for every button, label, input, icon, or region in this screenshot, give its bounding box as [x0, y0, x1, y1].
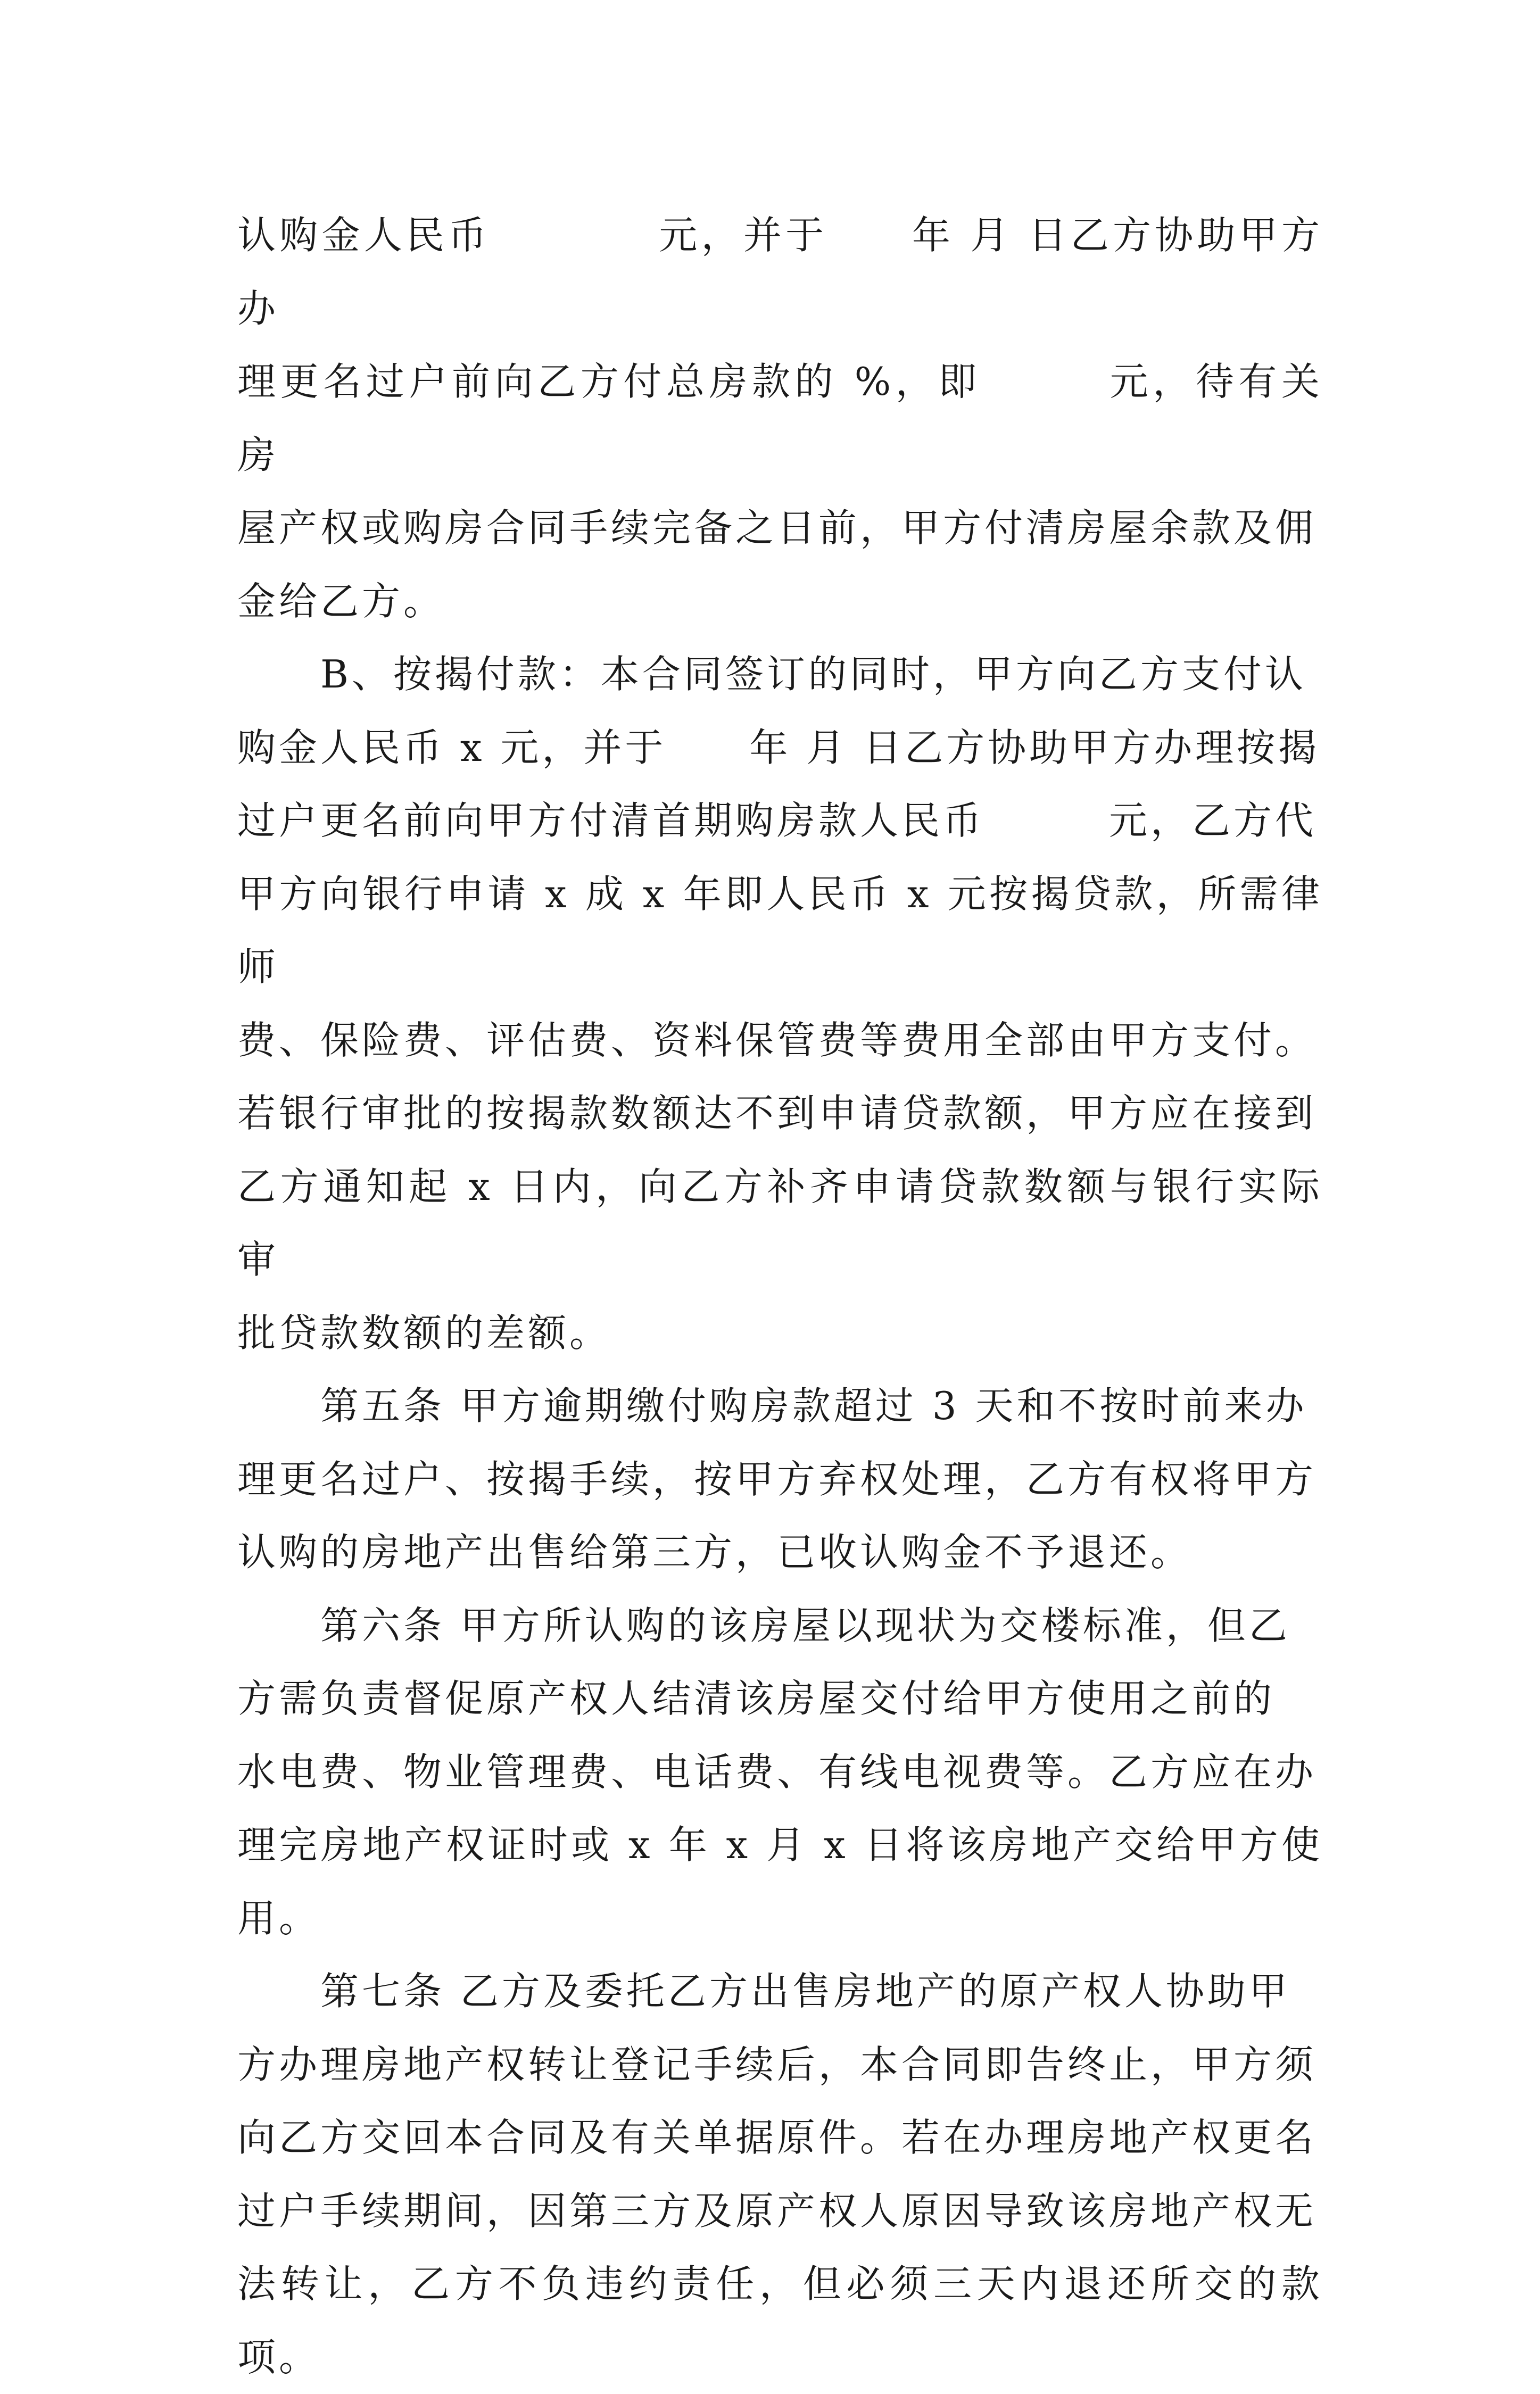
- text-line: 若银行审批的按揭款数额达不到申请贷款额，甲方应在接到: [237, 1091, 1317, 1136]
- text-line: 乙方通知起 x 日内，向乙方补齐申请贷款数额与银行实际审: [237, 1164, 1323, 1282]
- text-line: 金给乙方。: [237, 578, 445, 624]
- text-line: 第五条 甲方逾期缴付购房款超过 3 天和不按时前来办: [320, 1384, 1307, 1428]
- text-line: 理更名过户、按揭手续，按甲方弃权处理，乙方有权将甲方: [237, 1456, 1317, 1502]
- text-line: 方办理房地产权转让登记手续后，本合同即告终止，甲方须: [237, 2042, 1317, 2087]
- paragraph-article-7: [237, 1955, 1323, 2394]
- text-line: 向乙方交回本合同及有关单据原件。若在办理房地产权更名: [237, 2115, 1317, 2160]
- text-line: 认购的房地产出售给第三方，已收认购金不予退还。: [237, 1530, 1193, 1575]
- text-line: 批贷款数额的差额。: [237, 1310, 611, 1355]
- text-line: 理更名过户前向乙方付总房款的 %，即 元，待有关房: [237, 359, 1323, 477]
- text-line: 认购金人民币 元，并于 年 月 日乙方协助甲方办: [237, 213, 1323, 331]
- paragraph-purchase-deposit: [237, 199, 1323, 638]
- text-line: 甲方向银行申请 x 成 x 年即人民币 x 元按揭贷款，所需律师: [237, 871, 1323, 989]
- text-line: 购金人民币 x 元，并于 年 月 日乙方协助甲方办理按揭: [237, 725, 1320, 770]
- text-line: 过户更名前向甲方付清首期购房款人民币 元，乙方代: [237, 798, 1317, 843]
- text-line: 理完房地产权证时或 x 年 x 月 x 日将该房地产交给甲方使用。: [237, 1823, 1323, 1941]
- text-line: 法转让，乙方不负违约责任，但必须三天内退还所交的款项。: [237, 2262, 1323, 2380]
- text-line: 水电费、物业管理费、电话费、有线电视费等。乙方应在办: [237, 1749, 1317, 1794]
- text-line: B、按揭付款：本合同签订的同时，甲方向乙方支付认: [320, 652, 1306, 697]
- text-line: 第七条 乙方及委托乙方出售房地产的原产权人协助甲: [320, 1969, 1290, 2014]
- text-line: 方需负责督促原产权人结清该房屋交付给甲方使用之前的: [237, 1676, 1276, 1721]
- paragraph-mortgage-payment: [237, 638, 1323, 1370]
- text-line: 屋产权或购房合同手续完备之日前，甲方付清房屋余款及佣: [237, 506, 1317, 550]
- text-line: 第六条 甲方所认购的该房屋以现状为交楼标准，但乙: [320, 1603, 1290, 1648]
- paragraph-article-5: [237, 1370, 1323, 1589]
- text-line: 过户手续期间，因第三方及原产权人原因导致该房地产权无: [237, 2188, 1317, 2233]
- text-line: 费、保险费、评估费、资料保管费等费用全部由甲方支付。: [237, 1017, 1317, 1063]
- paragraph-article-6: [237, 1589, 1323, 1956]
- document-body: [237, 199, 1323, 2394]
